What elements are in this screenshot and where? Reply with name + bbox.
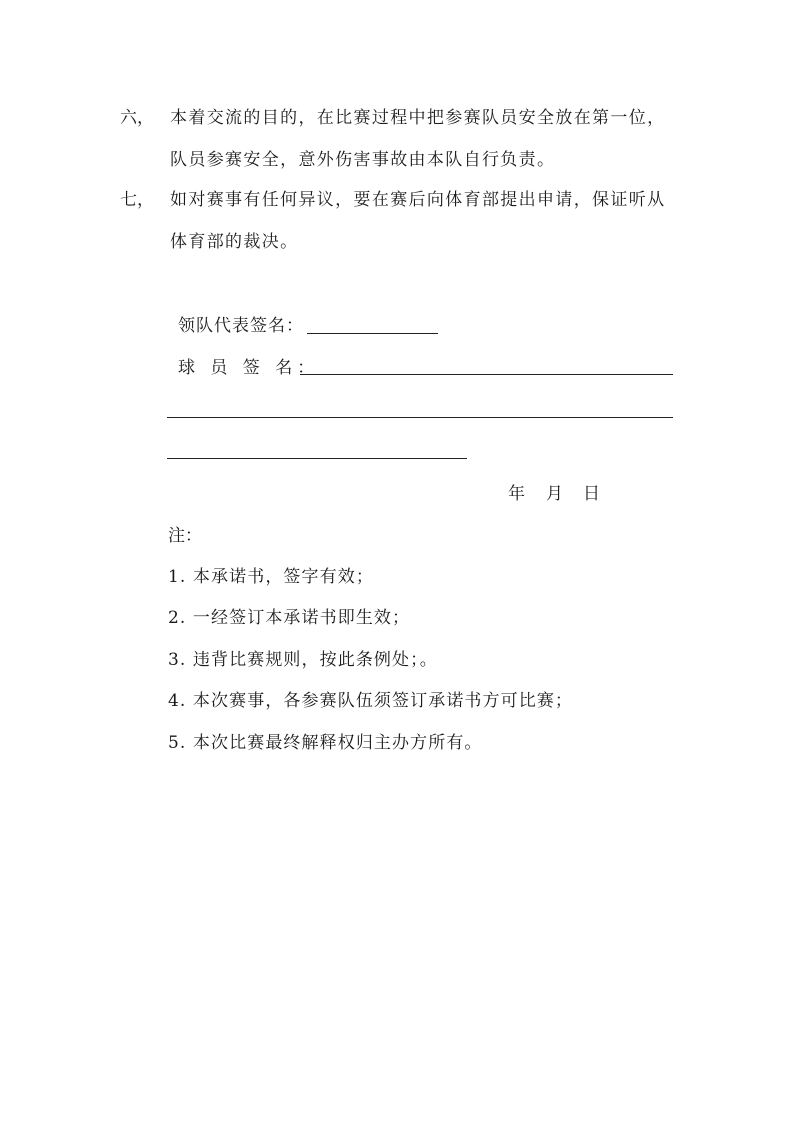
leader-signature-label: 领队代表签名： xyxy=(178,316,304,336)
clause-6-line-1: 本着交流的目的，在比赛过程中把参赛队员安全放在第一位， xyxy=(170,108,666,128)
notes-heading: 注： xyxy=(168,526,202,546)
player-signature-line-1[interactable] xyxy=(300,374,673,375)
player-signature-line-3[interactable] xyxy=(167,458,467,459)
clause-7-number: 七， xyxy=(120,190,154,210)
player-signature-line-2[interactable] xyxy=(167,417,673,418)
clause-7-line-2: 体育部的裁决。 xyxy=(170,232,299,252)
note-item: 5. 本次比赛最终解释权归主办方所有。 xyxy=(168,733,483,753)
note-item: 1. 本承诺书，签字有效； xyxy=(168,567,374,587)
date-day-label: 日 xyxy=(583,484,600,504)
clause-7-line-1: 如对赛事有任何异议，要在赛后向体育部提出申请，保证听从 xyxy=(170,190,666,210)
date-year-label: 年 xyxy=(508,484,525,504)
note-item: 2. 一经签订本承诺书即生效； xyxy=(168,608,411,628)
clause-6-number: 六， xyxy=(120,108,154,128)
leader-signature-line[interactable] xyxy=(307,333,438,334)
clause-6-line-2: 队员参赛安全，意外伤害事故由本队自行负责。 xyxy=(170,150,556,170)
player-signature-label: 球 员 签 名： xyxy=(178,358,320,378)
date-month-label: 月 xyxy=(546,484,563,504)
note-item: 3. 违背比赛规则，按此条例处；。 xyxy=(168,650,438,670)
note-item: 4. 本次赛事，各参赛队伍须签订承诺书方可比赛； xyxy=(168,691,574,711)
